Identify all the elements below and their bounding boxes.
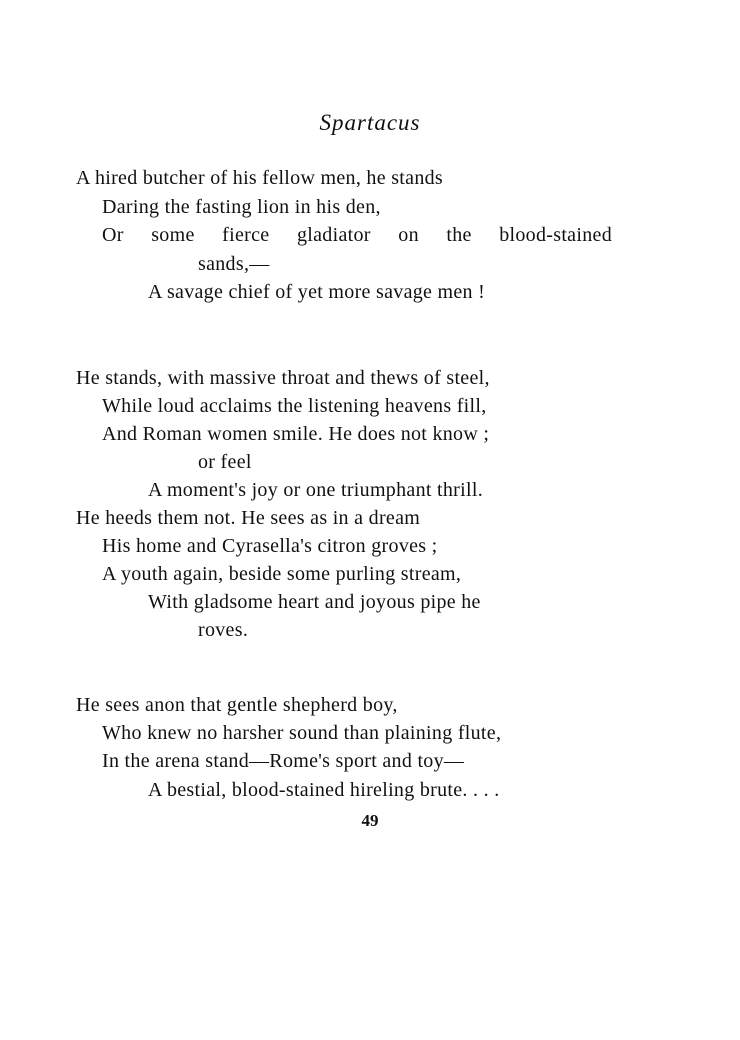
poem-line: Or some fierce gladiator on the blood-stained bbox=[102, 224, 612, 246]
poem-line: While loud acclaims the listening heavens fill, bbox=[102, 395, 487, 417]
poem-line: With gladsome heart and joyous pipe he bbox=[148, 591, 481, 613]
poem-line: In the arena stand—Rome's sport and toy— bbox=[102, 750, 465, 772]
poem-line: roves. bbox=[198, 619, 249, 641]
poem-line: A savage chief of yet more savage men ! bbox=[148, 281, 486, 303]
poem-line: His home and Cyrasella's citron groves ; bbox=[102, 535, 438, 557]
poem-line: A hired butcher of his fellow men, he stands bbox=[76, 167, 444, 189]
page-number: 49 bbox=[361, 811, 379, 830]
poem-line: A bestial, blood-stained hireling brute. . . . bbox=[148, 779, 500, 801]
poem-line: He sees anon that gentle shepherd boy, bbox=[76, 694, 398, 716]
poem-line: He heeds them not. He sees as in a dream bbox=[76, 507, 421, 529]
poem-line: Who knew no harsher sound than plaining flute, bbox=[102, 722, 502, 744]
poem-line: or feel bbox=[198, 451, 252, 473]
poem-line: sands,— bbox=[198, 253, 270, 275]
poem-line: A moment's joy or one triumphant thrill. bbox=[148, 479, 484, 501]
poem-line: Daring the fasting lion in his den, bbox=[102, 196, 381, 218]
poem-line: He stands, with massive throat and thews of steel, bbox=[76, 367, 490, 389]
poem-line: And Roman women smile. He does not know ; bbox=[102, 423, 490, 445]
poem-line: A youth again, beside some purling stream, bbox=[102, 563, 462, 585]
poem-title: Spartacus bbox=[319, 110, 421, 135]
